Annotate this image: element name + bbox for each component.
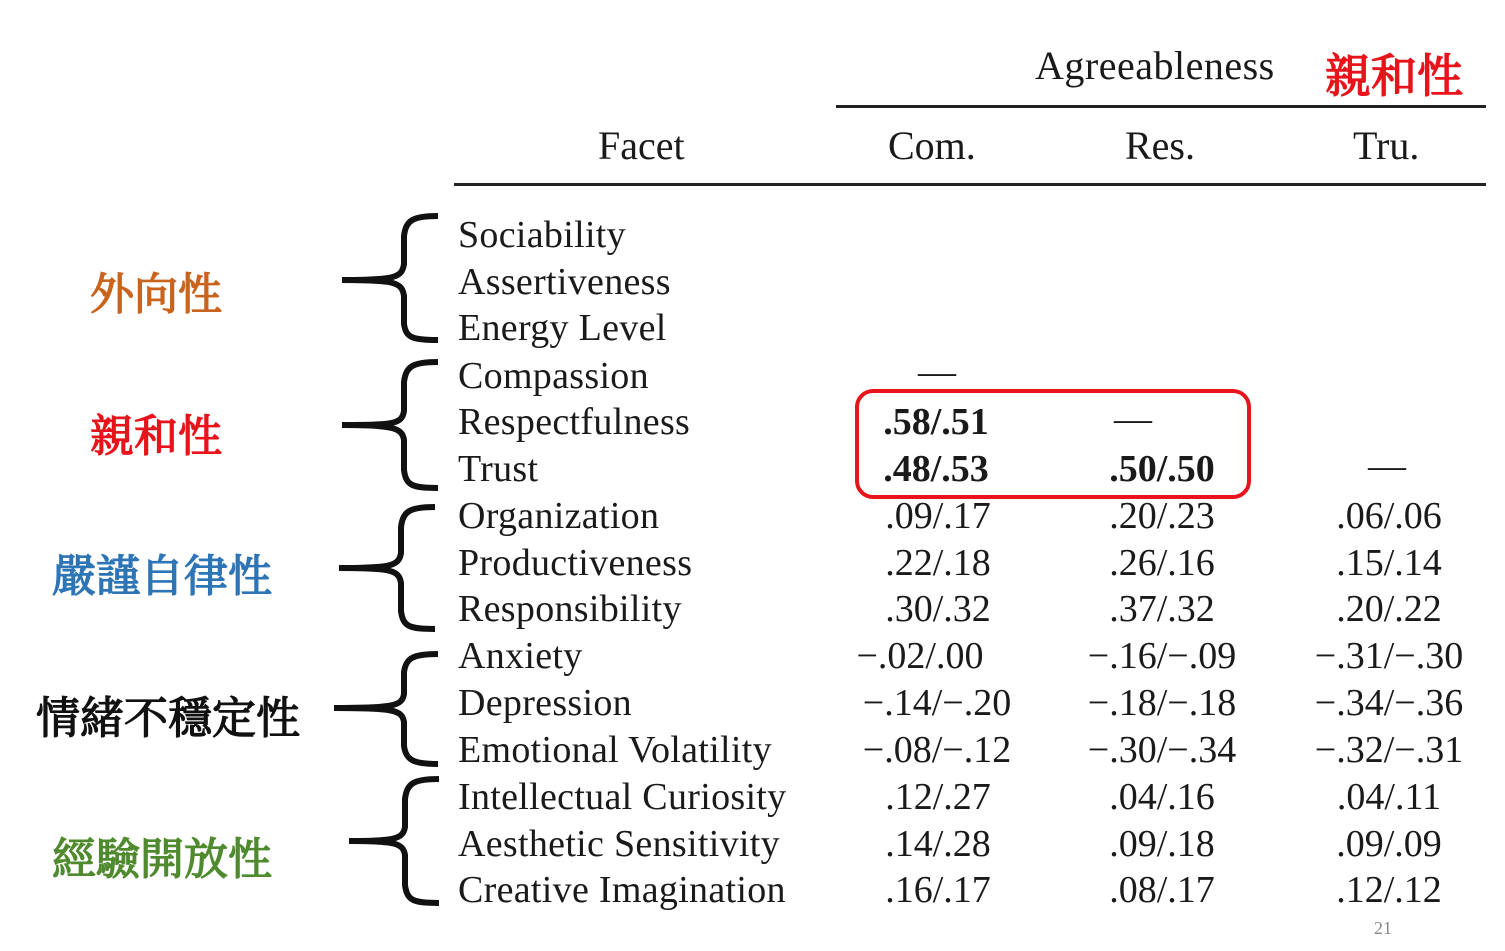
- cell-creative-imagination-com: .16/.17: [885, 869, 991, 911]
- cell-responsibility-tru: .20/.22: [1336, 588, 1442, 630]
- cell-responsibility-com: .30/.32: [885, 588, 991, 630]
- cell-emotional-volatility-com: −.08/−.12: [862, 729, 1012, 771]
- cell-depression-tru: −.34/−.36: [1314, 682, 1464, 724]
- cell-productiveness-com: .22/.18: [885, 542, 991, 584]
- cell-depression-res: −.18/−.18: [1087, 682, 1237, 724]
- cell-organization-tru: .06/.06: [1336, 495, 1442, 537]
- facet-energy-level: Energy Level: [458, 307, 667, 349]
- trait-label-agreeableness: 親和性: [90, 411, 222, 462]
- facet-emotional-volatility: Emotional Volatility: [458, 729, 772, 771]
- trait-label-openness: 經驗開放性: [52, 834, 272, 885]
- facet-organization: Organization: [458, 495, 660, 537]
- facet-intellectual-curiosity: Intellectual Curiosity: [458, 776, 787, 818]
- facet-depression: Depression: [458, 682, 632, 724]
- cell-anxiety-tru: −.31/−.30: [1314, 635, 1464, 677]
- highlight-box: [855, 389, 1251, 499]
- cell-intellectual-curiosity-tru: .04/.11: [1336, 776, 1442, 818]
- brace-neuroticism: [330, 650, 444, 768]
- brace-extraversion: [338, 212, 444, 344]
- cell-aesthetic-sensitivity-com: .14/.28: [885, 823, 991, 865]
- cell-trust-res: .50/.50: [1109, 448, 1215, 490]
- cell-depression-com: −.14/−.20: [862, 682, 1012, 724]
- brace-agreeableness: [338, 358, 444, 492]
- page-number: 21: [1374, 918, 1392, 938]
- facet-respectfulness: Respectfulness: [458, 401, 691, 443]
- facet-anxiety: Anxiety: [458, 635, 583, 677]
- cell-creative-imagination-res: .08/.17: [1109, 869, 1215, 911]
- facet-compassion: Compassion: [458, 355, 649, 397]
- cell-intellectual-curiosity-com: .12/.27: [885, 776, 991, 818]
- brace-conscientiousness: [335, 503, 441, 633]
- facet-responsibility: Responsibility: [458, 588, 682, 630]
- group-header-agreeableness: Agreeableness: [1035, 43, 1275, 88]
- trait-label-extraversion: 外向性: [90, 269, 222, 320]
- cell-anxiety-com: −.02/.00: [856, 635, 984, 677]
- table-header-rule: [454, 183, 1486, 186]
- cell-emotional-volatility-res: −.30/−.34: [1087, 729, 1237, 771]
- column-header-res: Res.: [1125, 123, 1195, 168]
- column-header-tru: Tru.: [1353, 123, 1420, 168]
- cell-intellectual-curiosity-res: .04/.16: [1109, 776, 1215, 818]
- facet-assertiveness: Assertiveness: [458, 261, 671, 303]
- column-header-com: Com.: [888, 123, 976, 168]
- cell-organization-res: .20/.23: [1109, 495, 1215, 537]
- group-header-rule: [836, 105, 1486, 108]
- cell-responsibility-res: .37/.32: [1109, 588, 1215, 630]
- brace-openness: [345, 775, 445, 907]
- facet-creative-imagination: Creative Imagination: [458, 869, 786, 911]
- group-header-cjk-label: 親和性: [1325, 49, 1463, 103]
- cell-trust-tru-dash: —: [1368, 445, 1406, 487]
- column-header-facet: Facet: [598, 123, 685, 168]
- cell-emotional-volatility-tru: −.32/−.31: [1314, 729, 1464, 771]
- cell-productiveness-res: .26/.16: [1109, 542, 1215, 584]
- trait-label-conscientiousness: 嚴謹自律性: [52, 551, 272, 602]
- cell-creative-imagination-tru: .12/.12: [1336, 869, 1442, 911]
- facet-productiveness: Productiveness: [458, 542, 693, 584]
- cell-organization-com: .09/.17: [885, 495, 991, 537]
- facet-aesthetic-sensitivity: Aesthetic Sensitivity: [458, 823, 780, 865]
- cell-aesthetic-sensitivity-res: .09/.18: [1109, 823, 1215, 865]
- trait-label-neuroticism: 情緒不穩定性: [36, 693, 300, 744]
- cell-trust-com: .48/.53: [883, 448, 989, 490]
- cell-respectfulness-com: .58/.51: [883, 401, 989, 443]
- cell-anxiety-res: −.16/−.09: [1087, 635, 1237, 677]
- facet-sociability: Sociability: [458, 214, 626, 256]
- facet-trust: Trust: [458, 448, 539, 490]
- cell-respectfulness-res-dash: —: [1114, 398, 1152, 440]
- cell-compassion-com-dash: —: [918, 351, 956, 393]
- cell-aesthetic-sensitivity-tru: .09/.09: [1336, 823, 1442, 865]
- cell-productiveness-tru: .15/.14: [1336, 542, 1442, 584]
